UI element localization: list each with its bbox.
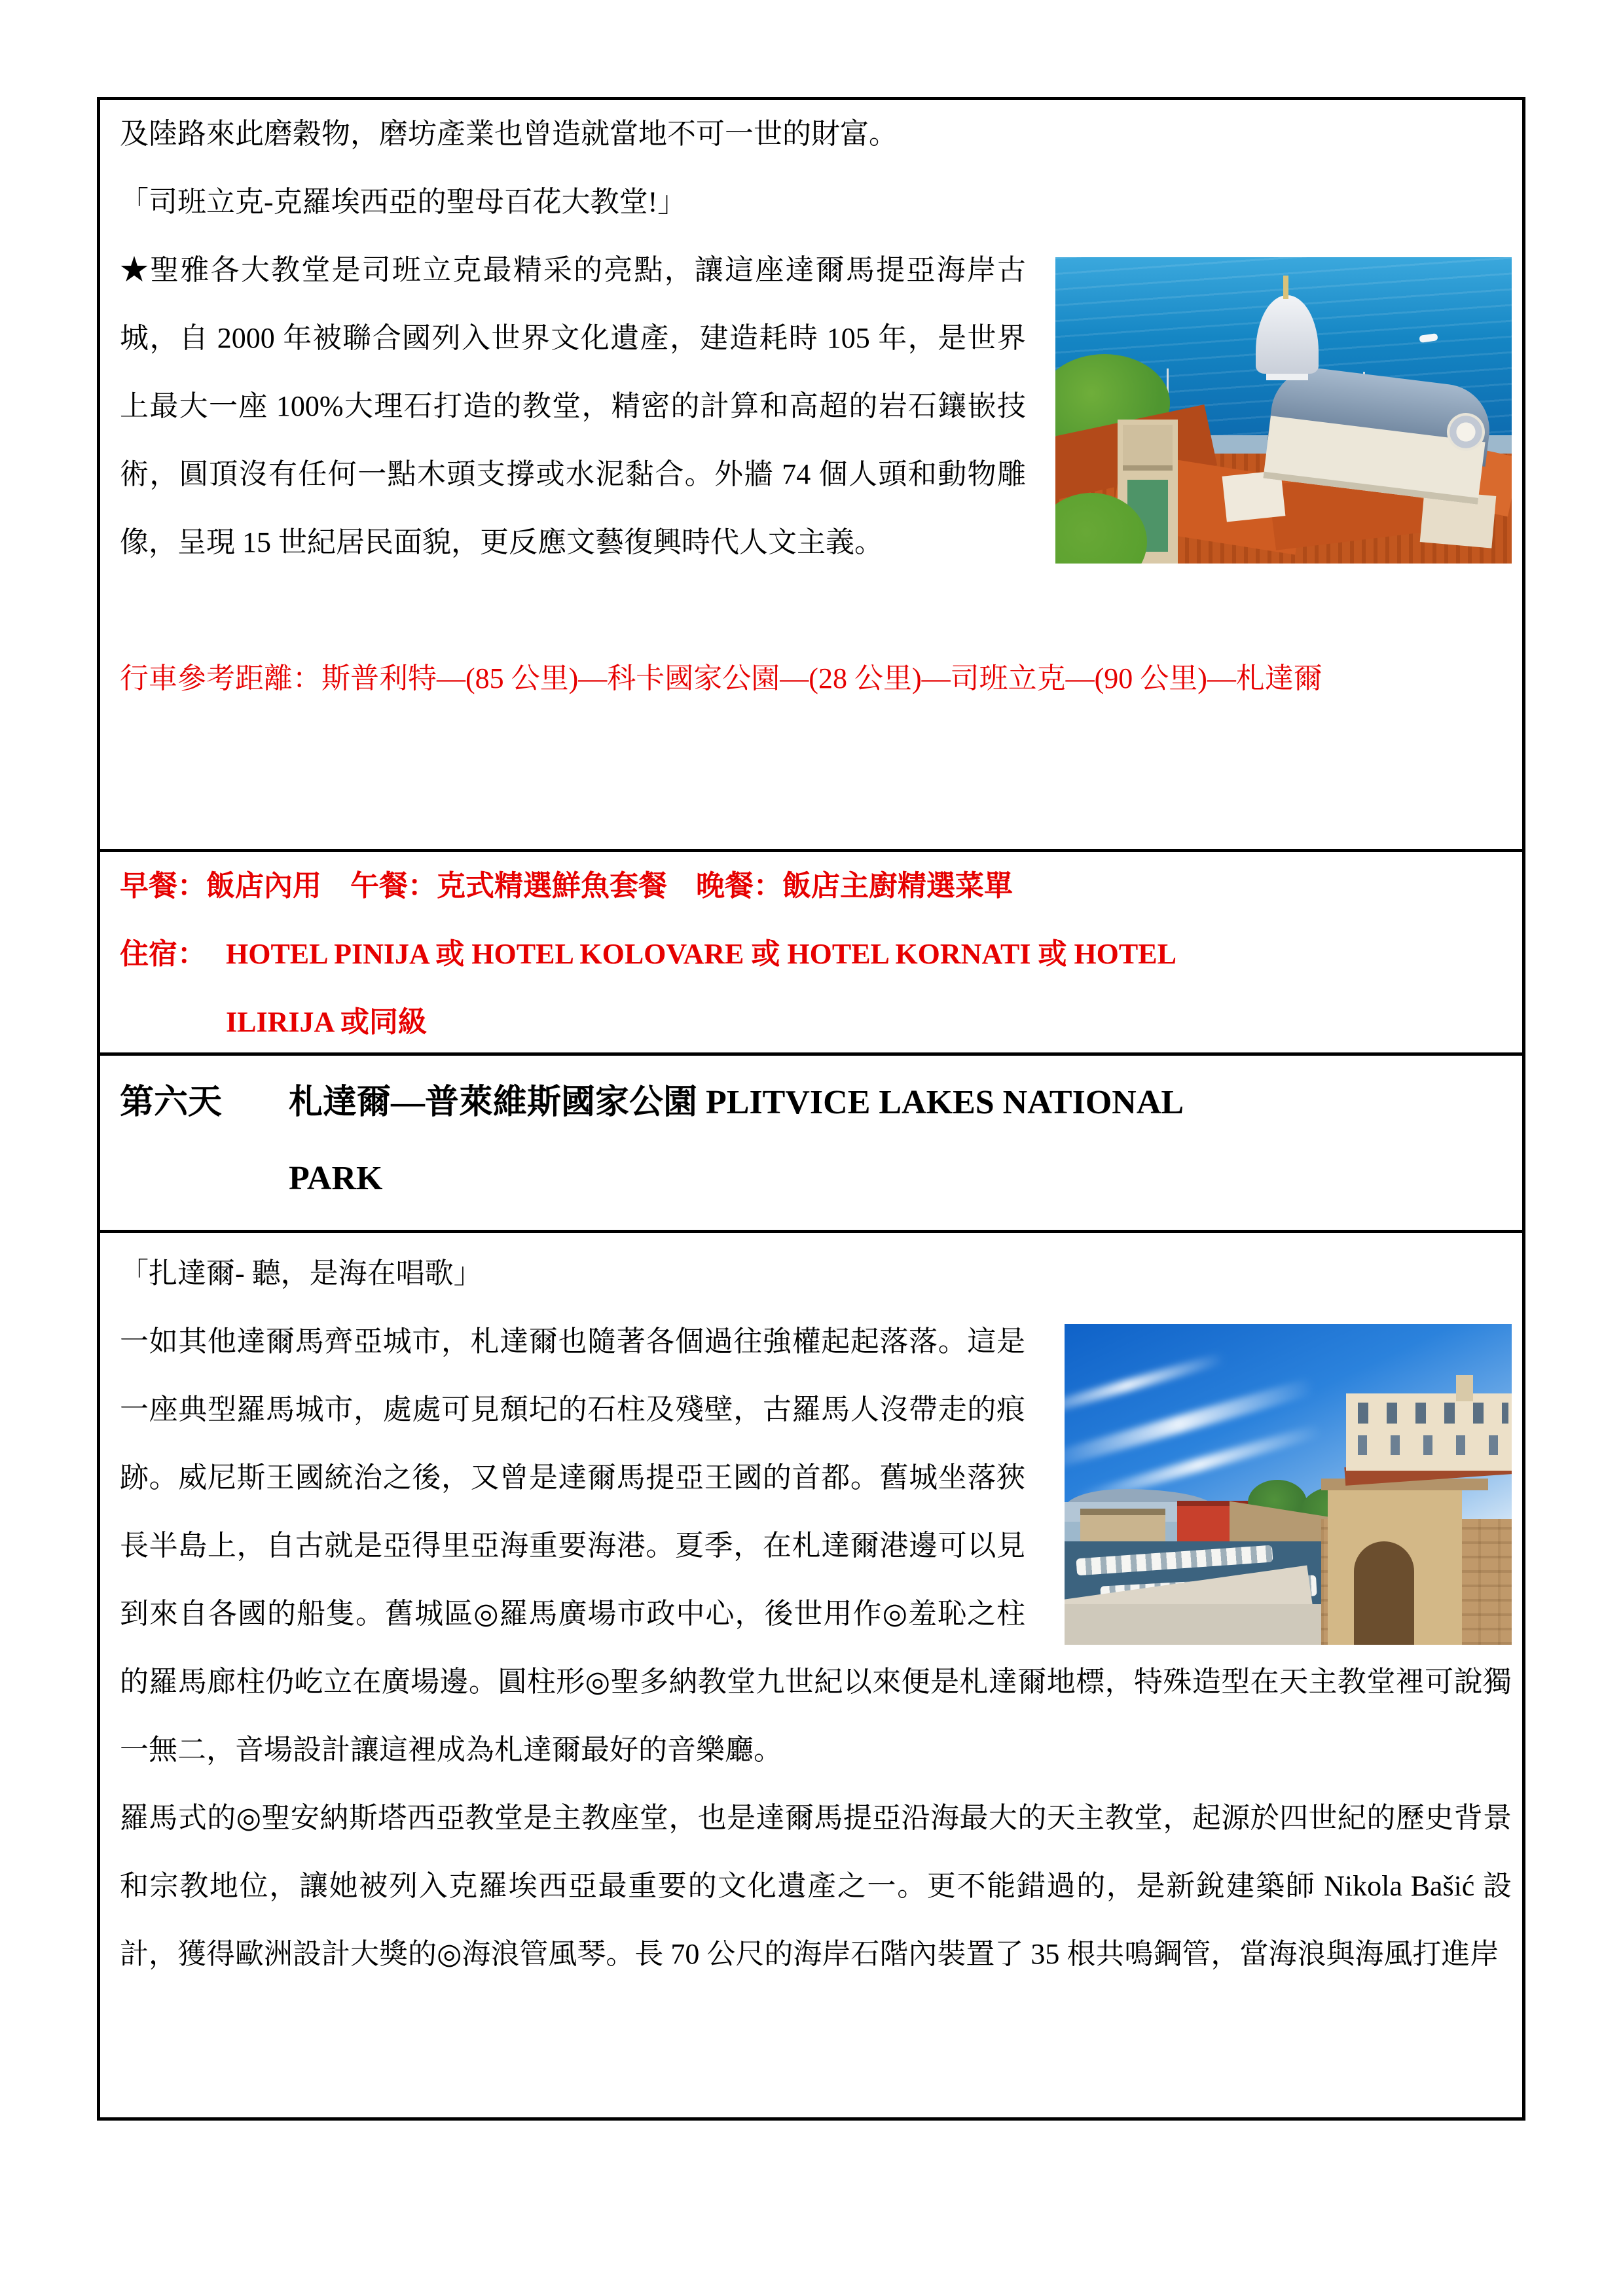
meals-line: 早餐：飯店內用 午餐：克式精選鮮魚套餐 晚餐：飯店主廚精選菜單 (120, 870, 1013, 902)
day6-header (120, 1065, 1512, 1217)
hotel-names-line1: HOTEL PINIJA 或 HOTEL KOLOVARE 或 HOTEL KORNATI 或 HOTEL (226, 938, 1176, 970)
bell-tower-belfry (1123, 425, 1173, 471)
section-zadar (100, 1230, 1522, 2117)
day-title-line1: 札達爾—普萊維斯國家公園 PLITVICE LAKES NATIONAL (289, 1084, 1184, 1121)
driving-distance-note: 行車參考距離：斯普利特—(85 公里)—科卡國家公園—(28 公里)—司班立克—(90 公里)—札達爾 (120, 662, 1322, 694)
itinerary-table (97, 97, 1525, 2121)
meals-hotel-row (100, 849, 1522, 1052)
hotel-names (226, 920, 1176, 1052)
day6-header-row (100, 1052, 1522, 1230)
hotel-names-line2: ILIRIJA 或同級 (226, 1006, 427, 1038)
cathedral-text: ★聖雅各大教堂是司班立克最精采的亮點，讓這座達爾馬提亞海岸古城，自 2000 年被聯合國列入世界文化遺產，建造耗時 105 年，是世界上最大一座 100%大理石打造的教堂，精密的計算和高超的岩石鑲嵌技術，圓頂沒有任何一點木頭支撐或水泥黏合。外牆 74 個人頭和動物雕像，呈現 15 世紀居民面貌，更反應文藝復興時代人文主義。 (120, 254, 1026, 558)
dome-spire (1283, 276, 1288, 299)
blank-line (120, 577, 1512, 645)
paragraph-cathedral (120, 236, 1512, 577)
window-row (1358, 1435, 1508, 1455)
paragraph-zadar-church: 羅馬式的◎聖安納斯塔西亞教堂是主教座堂，也是達爾馬提亞沿海最大的天主教堂，起源於四世紀的歷史背景和宗教地位，讓她被列入克羅埃西亞最重要的文化遺產之一。更不能錯過的，是新銳建築師 Nikola Bašić 設計，獲得歐洲設計大獎的◎海浪管風琴。長 70 公尺的海岸石階內裝置了 35 根共鳴鋼管，當海浪與海風打進岸 (120, 1802, 1512, 1970)
section-sibenik (100, 100, 1522, 849)
paragraph-mill: 及陸路來此磨穀物，磨坊產業也曾造就當地不可一世的財富。 (120, 118, 898, 150)
zadar-harbour-photo (1065, 1324, 1512, 1645)
zadar-city-text: 一如其他達爾馬齊亞城市，札達爾也隨著各個過往強權起起落落。這是一座典型羅馬城市，處處可見頹圮的石柱及殘壁，古羅馬人沒帶走的痕跡。威尼斯王國統治之後，又曾是達爾馬提亞王國的首都。舊城坐落狹長半島上，自古就是亞得里亞海重要海港。夏季，在札達爾港邊可以見到來自各國的船隻。舊城區◎羅馬廣場市政中心，後世用作◎羞恥之柱的羅馬廊柱仍屹立在廣場邊。圓柱形◎聖多納教堂九世紀以來便是札達爾地標，特殊造型在天主教堂裡可說獨一無二，音場設計讓這裡成為札達爾最好的音樂廳。 (120, 1325, 1512, 1766)
window-row (1358, 1403, 1508, 1424)
sibenik-cathedral-photo (1055, 257, 1512, 564)
gate-arch (1354, 1541, 1414, 1645)
day-title (289, 1065, 1512, 1217)
day-title-line2: PARK (289, 1160, 383, 1197)
hotel-line (120, 920, 1512, 1052)
chimney (1456, 1375, 1473, 1401)
paragraph-cathedral-quote: 「司班立克-克羅埃西亞的聖母百花大教堂!」 (120, 186, 687, 218)
paragraph-zadar-quote: 「扎達爾- 聽，是海在唱歌」 (120, 1257, 483, 1289)
day-number: 第六天 (120, 1084, 223, 1121)
paragraph-zadar-city (120, 1308, 1512, 1784)
hotel-label: 住宿： (120, 938, 206, 970)
